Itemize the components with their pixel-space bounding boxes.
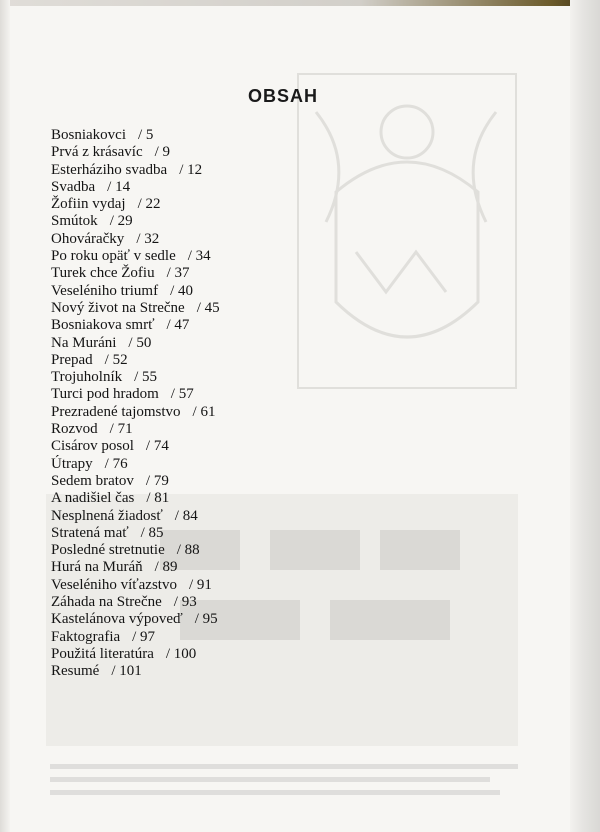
toc-entry bbox=[51, 317, 220, 334]
toc-entry-page: / 100 bbox=[165, 645, 197, 662]
toc-entry-title: Prvá z krásavíc bbox=[51, 144, 143, 161]
toc-entry-title: Trojuholník bbox=[51, 369, 123, 386]
toc-entry bbox=[51, 404, 220, 421]
toc-entry-page: / 50 bbox=[128, 334, 152, 351]
toc-entry bbox=[51, 438, 220, 455]
toc-entry-title: Veseléniho triumf bbox=[51, 282, 159, 299]
toc-entry-page: / 101 bbox=[111, 663, 142, 680]
toc-entry bbox=[51, 179, 220, 196]
toc-entry bbox=[51, 421, 220, 438]
toc-entry bbox=[51, 196, 220, 213]
toc-entry-title: Faktografia bbox=[51, 628, 121, 645]
toc-entry-title: Hurá na Muráň bbox=[51, 559, 143, 576]
page-left-edge bbox=[0, 0, 10, 832]
toc-entry-page: / 76 bbox=[104, 455, 128, 472]
toc-entry-page: / 81 bbox=[146, 490, 170, 507]
toc-entry-page: / 9 bbox=[154, 144, 171, 161]
toc-entry bbox=[51, 248, 220, 265]
toc-entry bbox=[51, 490, 220, 507]
bleed-through-crest bbox=[296, 72, 518, 390]
toc-entry bbox=[51, 369, 220, 386]
toc-entry bbox=[51, 525, 220, 542]
toc-entry-page: / 85 bbox=[140, 524, 164, 541]
toc-entry-page: / 40 bbox=[170, 282, 193, 299]
toc-entry bbox=[51, 611, 220, 628]
toc-entry-title: A nadišiel čas bbox=[51, 490, 135, 507]
toc-entry-page: / 71 bbox=[109, 421, 133, 438]
toc-entry bbox=[51, 386, 220, 403]
toc-entry-title: Smútok bbox=[51, 213, 98, 230]
toc-entry bbox=[51, 283, 220, 300]
toc-entry-title: Turek chce Žofiu bbox=[51, 265, 155, 282]
toc-entry-page: / 29 bbox=[109, 213, 133, 230]
toc-entry-page: / 34 bbox=[187, 248, 211, 265]
bleed-through-caption bbox=[50, 760, 518, 800]
toc-entry-page: / 22 bbox=[137, 196, 161, 213]
toc-entry-page: / 74 bbox=[145, 438, 169, 455]
toc-entry bbox=[51, 646, 220, 663]
toc-entry-title: Kastelánova výpoveď bbox=[51, 611, 183, 628]
toc-entry-page: / 12 bbox=[179, 161, 203, 178]
toc-entry-page: / 91 bbox=[188, 576, 212, 593]
toc-entry bbox=[51, 473, 220, 490]
page-right-edge bbox=[570, 0, 600, 832]
toc-entry-title: Esterháziho svadba bbox=[51, 161, 168, 178]
toc-entry-title: Použitá literatúra bbox=[51, 645, 154, 662]
toc-entry-title: Rozvod bbox=[51, 421, 98, 438]
toc-entry-page: / 95 bbox=[194, 611, 218, 628]
toc-entry-title: Po roku opäť v sedle bbox=[51, 248, 176, 265]
toc-entry bbox=[51, 629, 220, 646]
toc-entry bbox=[51, 559, 220, 576]
table-of-contents bbox=[51, 127, 220, 681]
toc-entry-title: Nový život na Strečne bbox=[51, 299, 185, 316]
toc-entry bbox=[51, 577, 220, 594]
toc-entry bbox=[51, 127, 220, 144]
toc-entry bbox=[51, 144, 220, 161]
toc-entry-page: / 32 bbox=[136, 230, 160, 247]
toc-entry-page: / 47 bbox=[166, 317, 190, 334]
toc-entry-title: Stratená mať bbox=[51, 524, 129, 541]
toc-entry-title: Veseléniho víťazstvo bbox=[51, 576, 177, 593]
toc-entry-page: / 5 bbox=[138, 127, 154, 143]
toc-entry-page: / 14 bbox=[107, 178, 131, 195]
toc-entry bbox=[51, 456, 220, 473]
toc-entry bbox=[51, 335, 220, 352]
toc-entry-title: Bosniakova smrť bbox=[51, 317, 155, 334]
toc-entry bbox=[51, 663, 220, 680]
toc-entry-title: Žofiin vydaj bbox=[51, 196, 126, 213]
toc-entry bbox=[51, 300, 220, 317]
toc-entry-page: / 61 bbox=[192, 403, 216, 420]
toc-entry bbox=[51, 508, 220, 525]
toc-entry-title: Bosniakovci bbox=[51, 127, 126, 143]
toc-entry-page: / 79 bbox=[145, 472, 169, 489]
toc-entry-title: Cisárov posol bbox=[51, 438, 134, 455]
toc-entry-page: / 89 bbox=[154, 559, 178, 576]
toc-entry bbox=[51, 213, 220, 230]
toc-entry-page: / 97 bbox=[132, 628, 156, 645]
toc-entry bbox=[51, 231, 220, 248]
toc-entry-title: Ohováračky bbox=[51, 230, 125, 247]
toc-entry-title: Svadba bbox=[51, 178, 96, 195]
toc-entry-title: Na Muráni bbox=[51, 334, 117, 351]
toc-entry-title: Záhada na Strečne bbox=[51, 594, 162, 611]
toc-entry-title: Prepad bbox=[51, 351, 93, 368]
toc-entry bbox=[51, 265, 220, 282]
toc-entry-page: / 88 bbox=[176, 542, 200, 559]
toc-entry-page: / 93 bbox=[173, 594, 197, 611]
toc-entry-title: Útrapy bbox=[51, 455, 93, 472]
toc-entry-page: / 37 bbox=[166, 265, 190, 282]
toc-entry-title: Nesplnená žiadosť bbox=[51, 507, 163, 524]
toc-entry-title: Posledné stretnutie bbox=[51, 542, 165, 559]
toc-entry-page: / 57 bbox=[170, 386, 194, 403]
page-top-edge bbox=[0, 0, 600, 6]
toc-entry-page: / 45 bbox=[196, 299, 220, 316]
toc-entry bbox=[51, 162, 220, 179]
toc-entry bbox=[51, 594, 220, 611]
toc-entry-page: / 84 bbox=[174, 507, 198, 524]
toc-entry bbox=[51, 352, 220, 369]
page-title: OBSAH bbox=[247, 86, 318, 107]
toc-entry-page: / 52 bbox=[104, 351, 128, 368]
toc-entry-title: Resumé bbox=[51, 663, 100, 680]
toc-entry-page: / 55 bbox=[134, 369, 158, 386]
toc-entry-title: Turci pod hradom bbox=[51, 386, 159, 403]
toc-entry-title: Sedem bratov bbox=[51, 472, 134, 489]
toc-entry bbox=[51, 542, 220, 559]
toc-entry-title: Prezradené tajomstvo bbox=[51, 403, 181, 420]
